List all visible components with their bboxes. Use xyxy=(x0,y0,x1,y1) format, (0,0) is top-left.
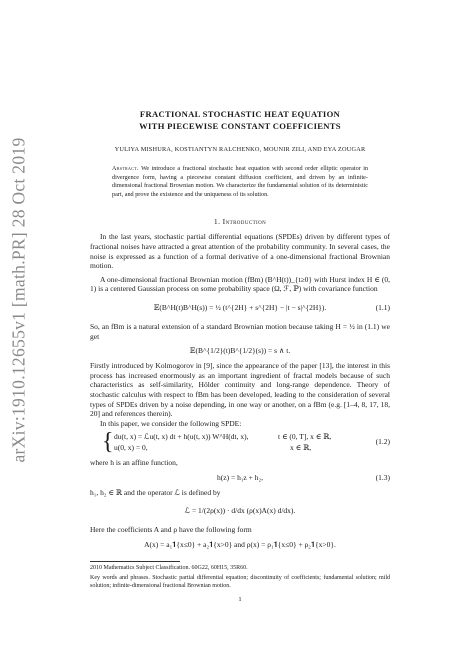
footnote-rule xyxy=(90,561,180,562)
equation-1-3-body: h(z) = h₁z + h₂, xyxy=(217,472,263,482)
equation-1-1 xyxy=(90,296,390,320)
equation-1-2-number: (1.2) xyxy=(375,437,390,447)
equation-1-1-body: 𝔼(B^H(t)B^H(s)) = ½ (t^{2H} + s^{2H} − |t − s|^{2H}). xyxy=(153,302,327,312)
page-number: 1 xyxy=(238,596,242,604)
equation-operator-body: ℒ = 1/(2ρ(x)) · d/dx (ρ(x)A(x) d/dx). xyxy=(184,506,296,516)
footnote-msc: 2010 Mathematics Subject Classification. 60G22, 60H15, 35R60. xyxy=(90,565,248,572)
paragraph-6: where h is an affine function, xyxy=(90,458,178,468)
paragraph-4: Firstly introduced by Kolmogorov in [9], since the appearance of the paper [13], the interest in this process has increased enormously as an important ingredient of fractal models because of such characteristics as self-similarity, Hölder continuity and long-range dependence. Theory of stochastic calculus with respect to fBm has been developed, leading to the consideration of several types of SPDEs driven by a noise depending, in one way or another, on a fBm (e.g. [1–4, 8, 17, 18, 20] and references therein). xyxy=(90,361,390,419)
paper-page xyxy=(90,108,390,603)
abstract-label: Abstract. xyxy=(112,165,139,172)
equation-1-1-number: (1.1) xyxy=(375,302,390,312)
equation-coefficients xyxy=(90,537,390,553)
equation-1-2-row-1: du(t, x) = ℒu(t, x) dt + h(u(t, x)) W^H(dt, x), xyxy=(114,432,249,442)
equation-1-2-row-2: u(0, x) = 0, xyxy=(114,443,148,453)
equation-1-3-number: (1.3) xyxy=(375,472,390,482)
section-heading: 1. Introduction xyxy=(213,217,267,227)
equation-1-2-condition-2: x ∈ ℝ, xyxy=(290,443,312,453)
equation-1-3 xyxy=(90,470,390,486)
equation-bm xyxy=(90,343,390,359)
equation-bm-body: 𝔼(B^{1/2}(t)B^{1/2}(s)) = s ∧ t. xyxy=(189,346,291,356)
equation-brace: { xyxy=(102,429,114,456)
title-line-1: FRACTIONAL STOCHASTIC HEAT EQUATION xyxy=(139,109,341,119)
title-line-2: WITH PIECEWISE CONSTANT COEFFICIENTS xyxy=(139,121,341,131)
paragraph-7: h₁, h₂ ∈ ℝ and the operator ℒ is defined by xyxy=(90,487,221,497)
equation-operator xyxy=(90,499,390,523)
paragraph-2: A one-dimensional fractional Brownian motion (fBm) (B^H(t))_{t≥0} with Hurst index H ∈ (0, 1) is a centered Gaussian process on some probability space (Ω, ℱ, ℙ) with covariance function xyxy=(90,274,390,294)
paragraph-5: In this paper, we consider the following SPDE: xyxy=(100,418,242,428)
equation-coefficients-body: A(x) = a₁𝟏{x≤0} + a₂𝟏{x>0} and ρ(x) = ρ₁𝟏{x≤0} + ρ₂𝟏{x>0}. xyxy=(144,540,336,550)
authors: YULIYA MISHURA, KOSTIANTYN RALCHENKO, MOUNIR ZILI, AND EYA ZOUGAR xyxy=(114,146,366,153)
paper-title xyxy=(90,108,390,132)
abstract-text: We introduce a fractional stochastic heat equation with second order elliptic operator in divergence form, having a piecewise constant diffusion coefficient, and driven by an infinite-dimensional fractional Brownian motion. We characterize the fundamental solution of its deterministic part, and prove the existence and the uniqueness of its solution. xyxy=(112,165,369,198)
abstract xyxy=(112,165,368,199)
footnote-keywords: Key words and phrases. Stochastic partial differential equation; discontinuity of coefficients; fundamental solution; mild solution; infinite-dimensional fractional Brownian motion. xyxy=(90,575,390,590)
paragraph-3: So, an fBm is a natural extension of a standard Brownian motion because taking H = ½ in (1.1) we get xyxy=(90,321,390,341)
arxiv-identifier: arXiv:1910.12655v1 [math.PR] 28 Oct 2019 xyxy=(8,137,29,463)
paragraph-1: In the last years, stochastic partial differential equations (SPDEs) driven by different types of fractional noises have attracted a great attention of the probability community. In several cases, the noise is expressed as a function of a formal derivative of a one-dimensional fractional Brownian motion. xyxy=(90,232,390,271)
equation-1-2-condition-1: t ∈ (0, T], x ∈ ℝ, xyxy=(278,432,332,442)
equation-1-2 xyxy=(90,431,390,455)
paragraph-8: Here the coefficients A and ρ have the following form xyxy=(90,525,252,535)
arxiv-sidebar xyxy=(4,0,34,670)
